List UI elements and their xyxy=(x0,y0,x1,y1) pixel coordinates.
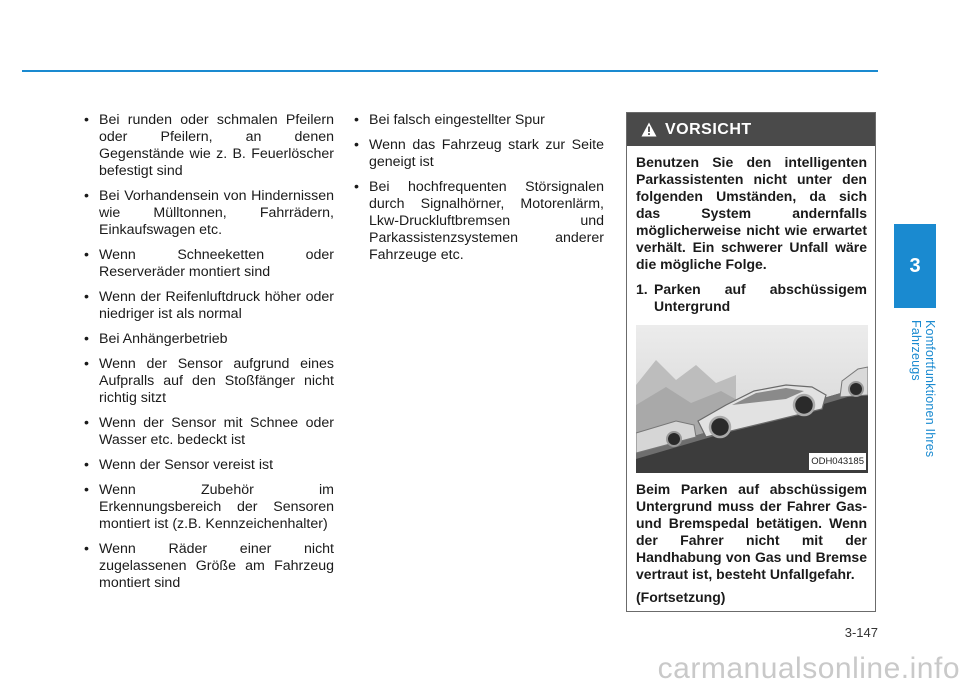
page-number: 3-147 xyxy=(844,625,878,640)
caution-title: VORSICHT xyxy=(665,120,752,138)
list-item: • Wenn der Sensor mit Schnee oder Wasser etc. bedeckt ist xyxy=(82,415,334,449)
left-column xyxy=(82,112,334,600)
caution-box xyxy=(626,112,876,612)
item-text: Parken auf abschüssigem Untergrund xyxy=(654,281,867,314)
list-item: • Bei Vorhandensein von Hindernissen wie Mülltonnen, Fahrrädern, Einkaufswagen etc. xyxy=(82,188,334,239)
continuation-note: (Fortsetzung) xyxy=(636,589,726,605)
left-bullet-list xyxy=(82,112,334,592)
list-item: • Wenn Räder einer nicht zugelassenen Größe am Fahrzeug montiert sind xyxy=(82,541,334,592)
list-item: • Wenn Schneeketten oder Reserveräder montiert sind xyxy=(82,247,334,281)
caution-numbered-item xyxy=(636,281,867,315)
caution-text: Beim Parken auf abschüssigem Untergrund muss der Fahrer Gas- und Bremspedal betätigen. Wenn der Fahrer nicht mit der Handhabung von Gas und Bremse vertraut ist, besteht Unfallgefahr. xyxy=(636,481,867,582)
slope-cars-image xyxy=(636,325,868,473)
list-item: • Wenn das Fahrzeug stark zur Seite geneigt ist xyxy=(352,137,604,171)
top-divider xyxy=(22,70,878,72)
watermark-text: carmanualsonline.info xyxy=(657,652,960,685)
chapter-number: 3 xyxy=(909,254,921,277)
list-item: • Wenn der Reifenluftdruck höher oder niedriger ist als normal xyxy=(82,289,334,323)
caution-body xyxy=(627,146,875,606)
chapter-tab xyxy=(894,224,936,308)
middle-bullet-list xyxy=(352,112,604,264)
caution-header xyxy=(627,113,875,146)
list-item: • Wenn der Sensor vereist ist xyxy=(82,457,334,474)
slope-parking-illustration xyxy=(636,325,868,473)
chapter-label: Komfortfunktionen Ihres Fahrzeugs xyxy=(909,320,937,458)
warning-triangle-icon xyxy=(641,122,657,137)
list-item: • Bei hochfrequenten Störsignalen durch Signalhörner, Motorenlärm, Lkw-Druckluftbremsen und Parkassistenzsystemen anderer Fahrzeuge etc. xyxy=(352,179,604,264)
list-item: • Bei falsch eingestellter Spur xyxy=(352,112,604,129)
middle-column xyxy=(352,112,604,272)
list-item: • Bei Anhängerbetrieb xyxy=(82,331,334,348)
figure-code: ODH043185 xyxy=(809,453,866,470)
list-item: • Wenn der Sensor aufgrund eines Aufpralls auf den Stoßfänger nicht richtig sitzt xyxy=(82,356,334,407)
list-item: • Wenn Zubehör im Erkennungsbereich der Sensoren montiert ist (z.B. Kennzeichenhalter) xyxy=(82,482,334,533)
caution-intro: Benutzen Sie den intelligenten Parkassistenten nicht unter den folgenden Umständen, da sich das System andernfalls möglicherweise nicht wie erwartet verhält. Ein schwerer Unfall wäre die mögliche Folge. xyxy=(636,154,867,272)
list-item: • Bei runden oder schmalen Pfeilern oder Pfeilern, an denen Gegenstände wie z. B. Feuerlöscher befestigt sind xyxy=(82,112,334,180)
item-number: 1. xyxy=(636,281,648,297)
